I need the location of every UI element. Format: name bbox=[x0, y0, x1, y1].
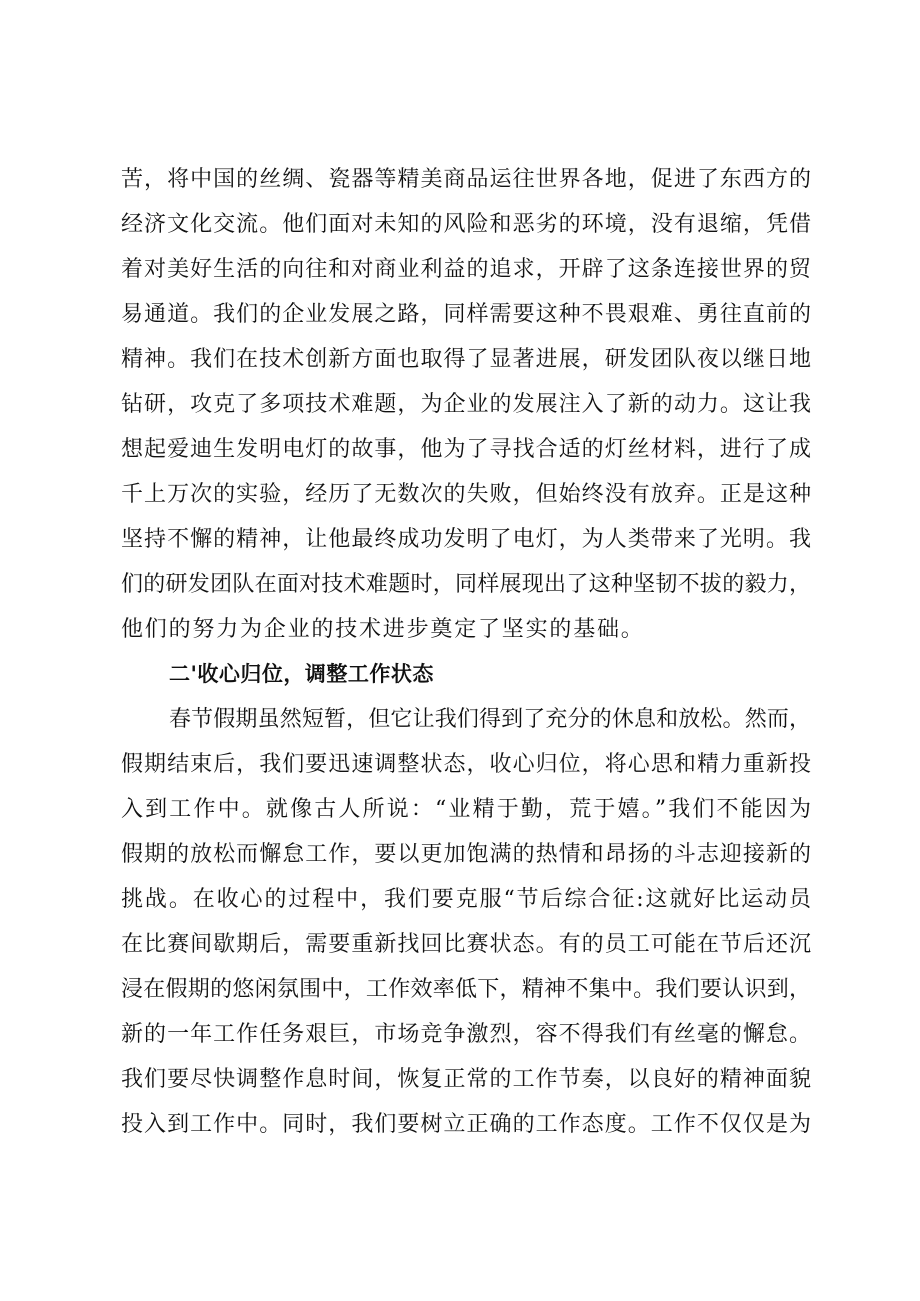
paragraph-line: 浸在假期的悠闲氛围中，工作效率低下，精神不集中。我们要认识到， bbox=[121, 977, 811, 1002]
paragraph-line: 他们的努力为企业的技术进步奠定了坚实的基础。 bbox=[121, 617, 645, 642]
paragraph-line: 易通道。我们的企业发展之路，同样需要这种不畏艰难、勇往直前的 bbox=[121, 302, 811, 327]
paragraph-line: 在比赛间歇期后，需要重新找回比赛状态。有的员工可能在节后还沉 bbox=[121, 932, 811, 957]
paragraph-line: 想起爱迪生发明电灯的故事，他为了寻找合适的灯丝材料，进行了成 bbox=[121, 437, 811, 462]
paragraph-line: 挑战。在收心的过程中，我们要克服“节后综合征:这就好比运动员 bbox=[121, 887, 811, 912]
paragraph-line: 新的一年工作任务艰巨，市场竞争激烈，容不得我们有丝毫的懈怠。 bbox=[121, 1022, 811, 1047]
paragraph-line: 苦，将中国的丝绸、瓷器等精美商品运往世界各地，促进了东西方的 bbox=[121, 167, 811, 192]
paragraph-line: 钻研，攻克了多项技术难题，为企业的发展注入了新的动力。这让我 bbox=[121, 392, 811, 417]
paragraph-line: 着对美好生活的向往和对商业利益的追求，开辟了这条连接世界的贸 bbox=[121, 257, 811, 282]
paragraph-line: 们的研发团队在面对技术难题时，同样展现出了这种坚韧不拔的毅力， bbox=[121, 572, 811, 597]
paragraph-line: 春节假期虽然短暂，但它让我们得到了充分的休息和放松。然而， bbox=[169, 707, 811, 732]
paragraph-line: 经济文化交流。他们面对未知的风险和恶劣的环境，没有退缩，凭借 bbox=[121, 212, 811, 237]
paragraph-line: 我们要尽快调整作息时间，恢复正常的工作节奏，以良好的精神面貌 bbox=[121, 1067, 811, 1092]
paragraph-line: 坚持不懈的精神，让他最终成功发明了电灯，为人类带来了光明。我 bbox=[121, 527, 811, 552]
document-body bbox=[121, 165, 811, 1145]
paragraph-line: 千上万次的实验，经历了无数次的失败，但始终没有放弃。正是这种 bbox=[121, 482, 811, 507]
paragraph-line: 假期结束后，我们要迅速调整状态，收心归位，将心思和精力重新投 bbox=[121, 752, 811, 777]
paragraph-line: 精神。我们在技术创新方面也取得了显著进展，研发团队夜以继日地 bbox=[121, 347, 811, 372]
section-heading: 二'收心归位，调整工作状态 bbox=[169, 662, 434, 686]
paragraph-line: 入到工作中。就像古人所说：“业精于勤，荒于嬉。”我们不能因为 bbox=[121, 797, 811, 822]
paragraph-line: 假期的放松而懈怠工作，要以更加饱满的热情和昂扬的斗志迎接新的 bbox=[121, 842, 811, 867]
paragraph-line: 投入到工作中。同时，我们要树立正确的工作态度。工作不仅仅是为 bbox=[121, 1112, 811, 1137]
